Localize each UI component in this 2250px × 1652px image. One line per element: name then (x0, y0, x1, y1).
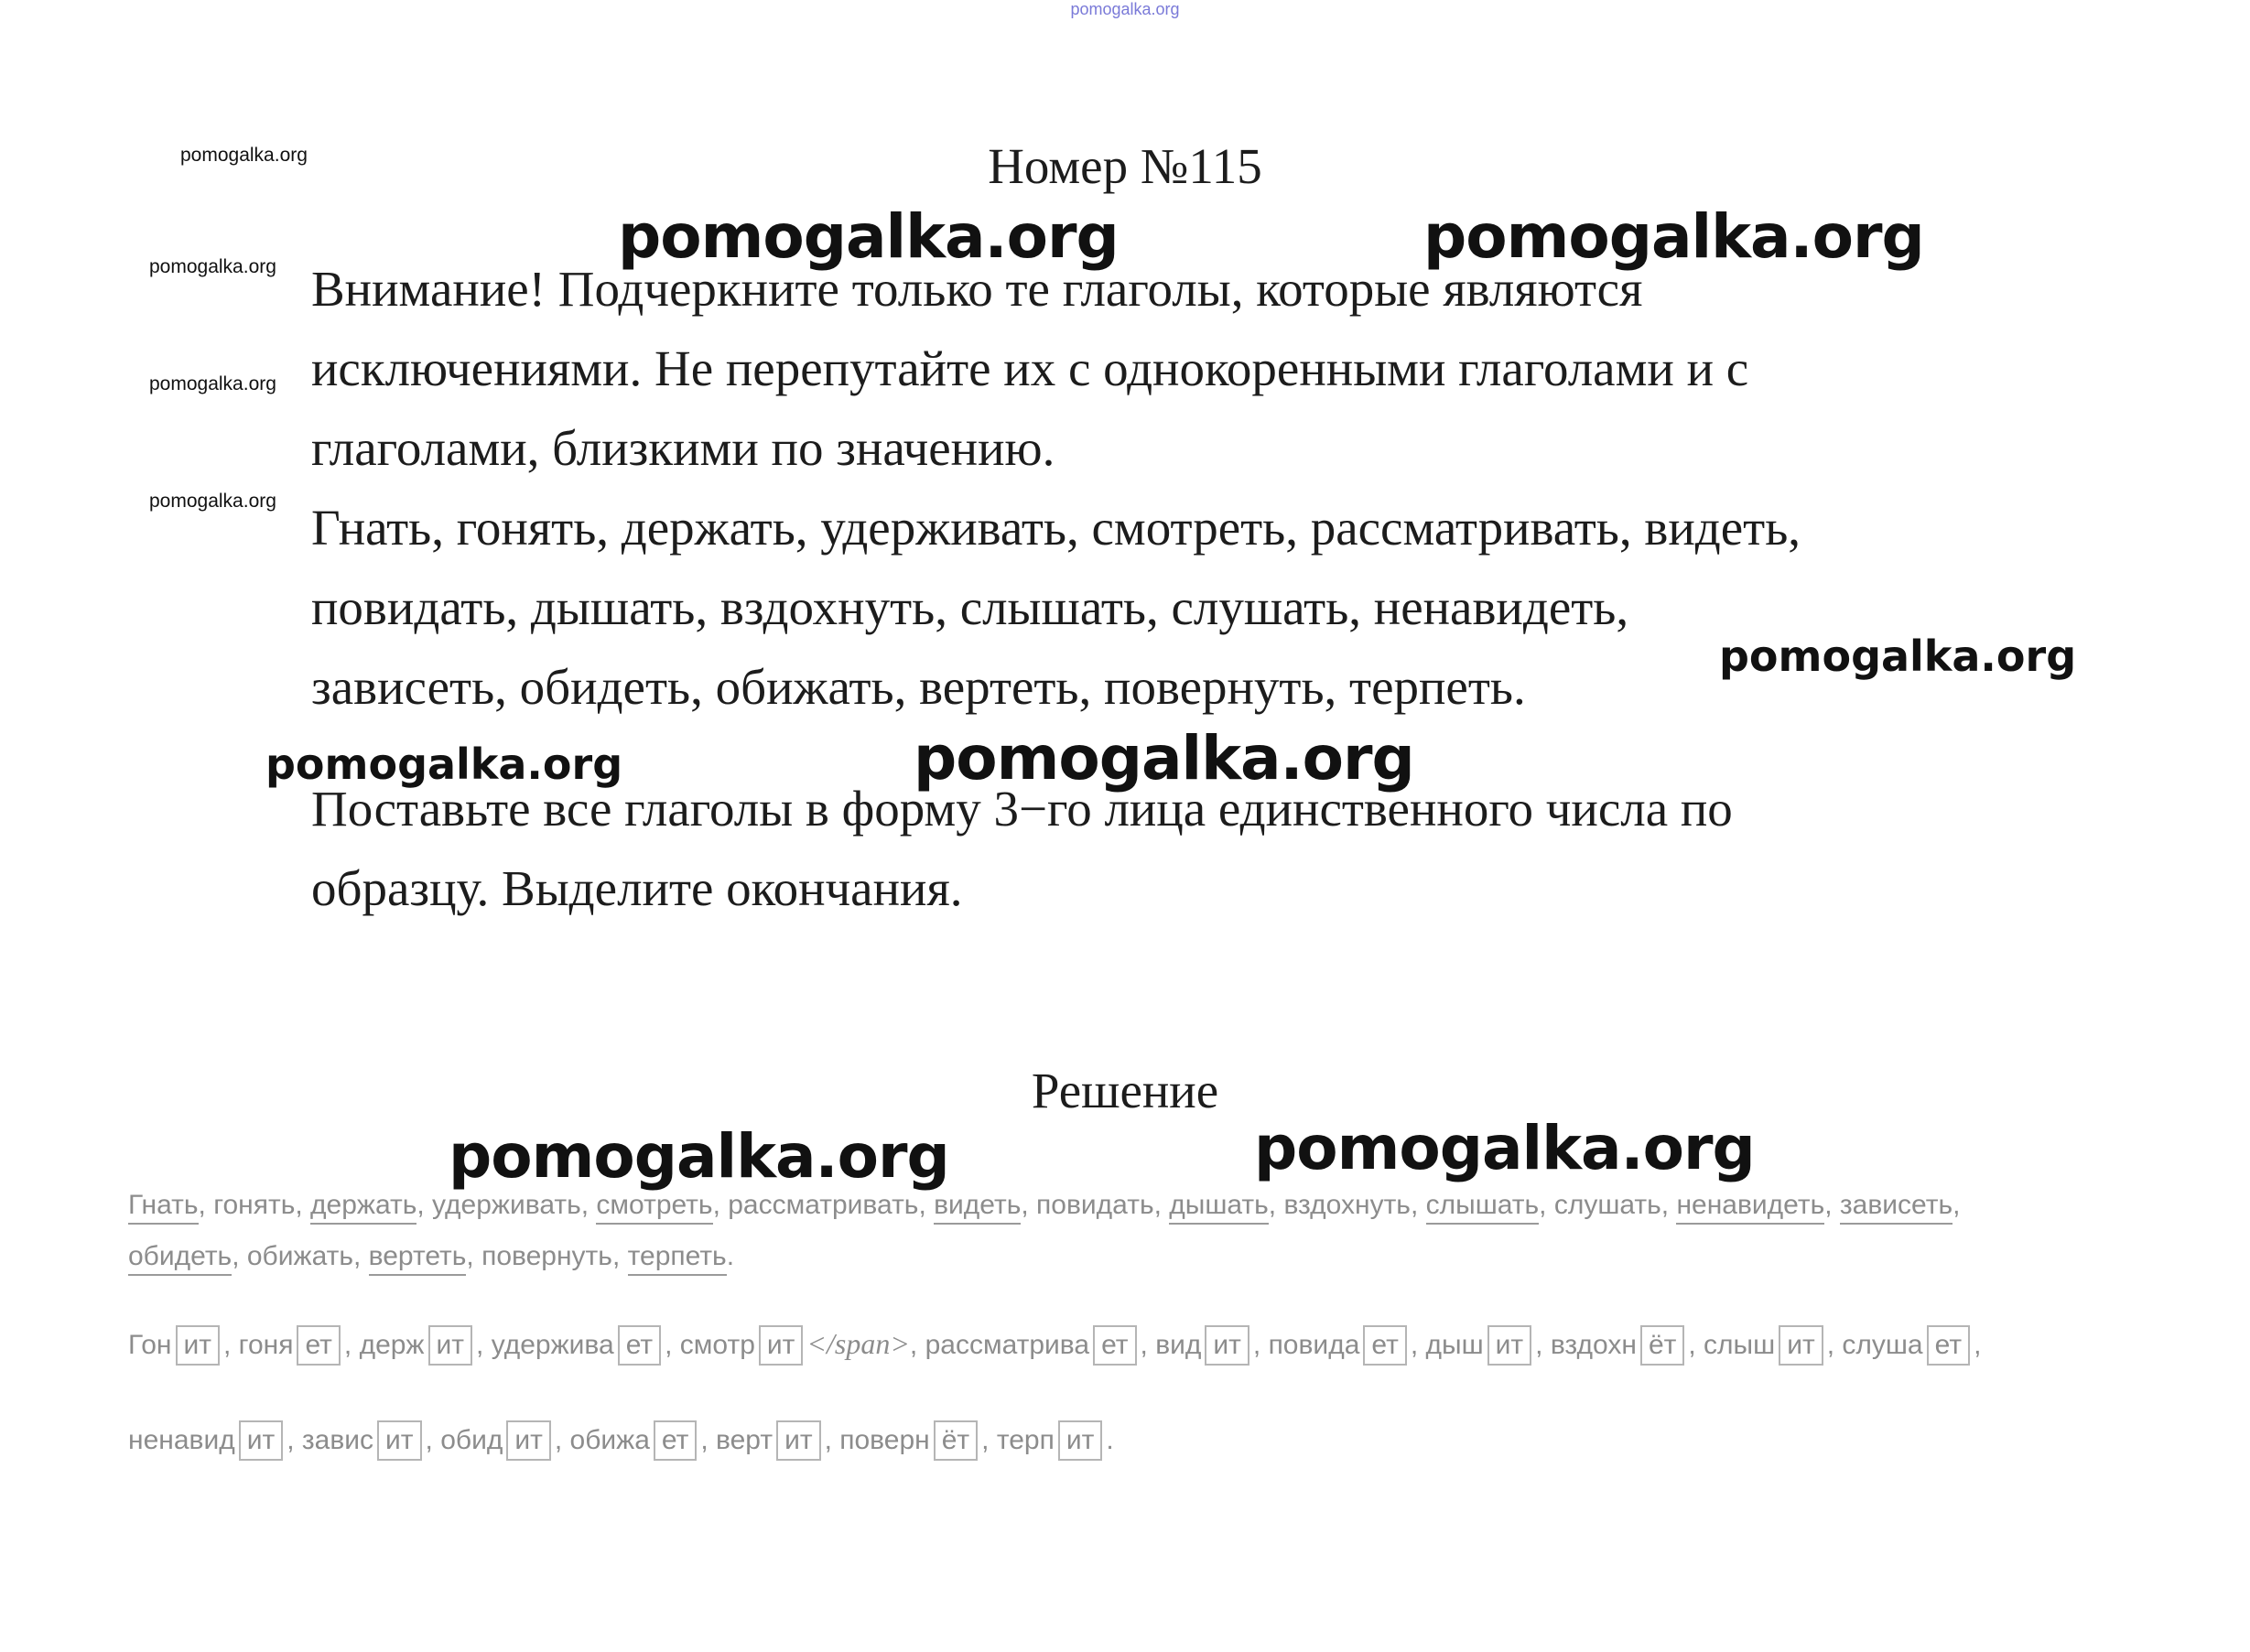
verb-ending: ит (239, 1420, 284, 1461)
separator: , (476, 1330, 492, 1360)
watermark-big: pomogalka.org (1423, 201, 1924, 272)
verb-ending: ит (1058, 1420, 1103, 1461)
verb-ending: ит (377, 1420, 422, 1461)
verb: слушать (1553, 1190, 1661, 1220)
separator: , (665, 1330, 680, 1360)
verb-list-line-1 (128, 1190, 1960, 1221)
separator: , (554, 1425, 570, 1455)
separator: , (1539, 1190, 1554, 1220)
verb-stem: терп (996, 1425, 1055, 1455)
verb-ending: ит (1779, 1325, 1823, 1366)
verb-stem: держ (359, 1330, 425, 1360)
verb: гонять (213, 1190, 296, 1220)
verb-ending: ит (759, 1325, 804, 1366)
watermark-small: pomogalka.org (180, 145, 308, 166)
task-title: Номер №115 (988, 138, 1262, 194)
exception-verb: держать (310, 1190, 416, 1225)
verb: удерживать (432, 1190, 581, 1220)
watermark-top: pomogalka.org (1070, 0, 1180, 18)
verb: рассматривать (728, 1190, 919, 1220)
verb-ending: ит (428, 1325, 473, 1366)
separator: , (1410, 1330, 1426, 1360)
separator: , (918, 1190, 935, 1220)
watermark-big: pomogalka.org (1254, 1113, 1755, 1183)
exception-verb: зависеть (1840, 1190, 1953, 1225)
verb-stem: обижа (569, 1425, 650, 1455)
watermark-mid: pomogalka.org (1719, 632, 2077, 681)
watermark-big: pomogalka.org (618, 201, 1119, 272)
verb-list-line-2 (128, 1241, 734, 1272)
verb-stem: повида (1268, 1330, 1360, 1360)
separator: , (1140, 1330, 1156, 1360)
separator: , (1252, 1330, 1269, 1360)
verb-ending: ит (1487, 1325, 1532, 1366)
verb-ending: ет (297, 1325, 340, 1366)
forms-line-2 (128, 1420, 1114, 1461)
separator: , (1021, 1190, 1037, 1220)
exception-verb: ненавидеть (1676, 1190, 1824, 1225)
verb-stem: вздохн (1550, 1330, 1637, 1360)
verb-stem: слыш (1704, 1330, 1776, 1360)
verb: вздохнуть (1283, 1190, 1411, 1220)
separator: , (232, 1241, 247, 1271)
watermark-big: pomogalka.org (449, 1121, 949, 1192)
task-line: зависеть, обидеть, обижать, вертеть, повернуть, терпеть. (311, 659, 1526, 715)
exception-verb: Гнать (128, 1190, 199, 1225)
separator: , (343, 1330, 360, 1360)
separator: , (1660, 1190, 1677, 1220)
task-line: Внимание! Подчеркните только те глаголы, которые являются (311, 261, 1643, 317)
task-line: Поставьте все глаголы в форму 3−го лица единственного числа по (311, 781, 1733, 837)
separator: , (611, 1241, 628, 1271)
separator: , (712, 1190, 729, 1220)
separator: , (909, 1330, 925, 1360)
forms-line-1 (128, 1325, 1981, 1366)
separator: , (824, 1425, 840, 1455)
task-line: образцу. Выделите окончания. (311, 860, 963, 916)
task-line: повидать, дышать, вздохнуть, слышать, слушать, ненавидеть, (311, 579, 1629, 635)
exception-verb: дышать (1169, 1190, 1269, 1225)
verb-ending: ит (176, 1325, 221, 1366)
separator: , (416, 1190, 433, 1220)
separator: , (295, 1190, 311, 1220)
exception-verb: вертеть (369, 1241, 467, 1276)
watermark-big: pomogalka.org (914, 723, 1414, 794)
separator: , (1826, 1330, 1843, 1360)
separator: . (1106, 1425, 1114, 1455)
watermark-small: pomogalka.org (149, 491, 276, 512)
separator: , (1688, 1330, 1704, 1360)
verb-ending: ет (618, 1325, 661, 1366)
separator: , (198, 1190, 214, 1220)
separator: , (580, 1190, 597, 1220)
verb-ending: ит (506, 1420, 551, 1461)
verb-stem: рассматрива (925, 1330, 1090, 1360)
verb-stem: Гон (128, 1330, 172, 1360)
task-text (311, 249, 2050, 928)
verb-stem: верт (716, 1425, 773, 1455)
verb-ending: ет (1093, 1325, 1136, 1366)
verb-stem: вид (1155, 1330, 1202, 1360)
task-line: Гнать, гонять, держать, удерживать, смотреть, рассматривать, видеть, (311, 500, 1801, 556)
separator: , (981, 1425, 997, 1455)
verb-stem: завис (301, 1425, 374, 1455)
separator: , (1268, 1190, 1284, 1220)
separator: , (466, 1241, 482, 1271)
separator: , (425, 1425, 441, 1455)
exception-verb: слышать (1426, 1190, 1540, 1225)
separator: , (1974, 1330, 1982, 1360)
verb-stem: слуша (1842, 1330, 1923, 1360)
verb-ending: ет (654, 1420, 697, 1461)
watermark-mid: pomogalka.org (265, 740, 623, 789)
task-line: исключениями. Не перепутайте их с однокоренными глаголами и с (311, 340, 1749, 396)
exception-verb: смотреть (596, 1190, 712, 1225)
verb: повернуть (481, 1241, 612, 1271)
watermark-small: pomogalka.org (149, 256, 276, 277)
separator: , (1824, 1190, 1840, 1220)
exception-verb: терпеть (628, 1241, 727, 1276)
verb-ending: ит (1205, 1325, 1249, 1366)
verb-stem: дыш (1425, 1330, 1484, 1360)
verb-ending: ит (776, 1420, 821, 1461)
separator: , (1410, 1190, 1426, 1220)
separator: , (1153, 1190, 1170, 1220)
verb-stem: обид (440, 1425, 503, 1455)
stray-tag: </span> (806, 1327, 910, 1360)
separator: . (726, 1241, 735, 1271)
verb-stem: поверн (839, 1425, 930, 1455)
exception-verb: видеть (934, 1190, 1021, 1225)
verb-ending: ет (1927, 1325, 1970, 1366)
verb-ending: ет (1363, 1325, 1406, 1366)
verb-stem: смотр (679, 1330, 755, 1360)
verb-ending: ёт (1640, 1325, 1684, 1366)
verb-stem: ненавид (128, 1425, 235, 1455)
separator: , (352, 1241, 369, 1271)
verb: обижать (246, 1241, 353, 1271)
verb-stem: удержива (491, 1330, 614, 1360)
solution-title: Решение (1031, 1063, 1219, 1118)
task-line: глаголами, близкими по значению. (311, 420, 1055, 476)
watermark-small: pomogalka.org (149, 373, 276, 394)
verb-stem: гоня (238, 1330, 294, 1360)
separator: , (1953, 1190, 1961, 1220)
exception-verb: обидеть (128, 1241, 232, 1276)
verb: повидать (1036, 1190, 1154, 1220)
separator: , (1535, 1330, 1551, 1360)
separator: , (287, 1425, 302, 1455)
separator: , (700, 1425, 717, 1455)
verb-ending: ёт (934, 1420, 978, 1461)
separator: , (223, 1330, 239, 1360)
